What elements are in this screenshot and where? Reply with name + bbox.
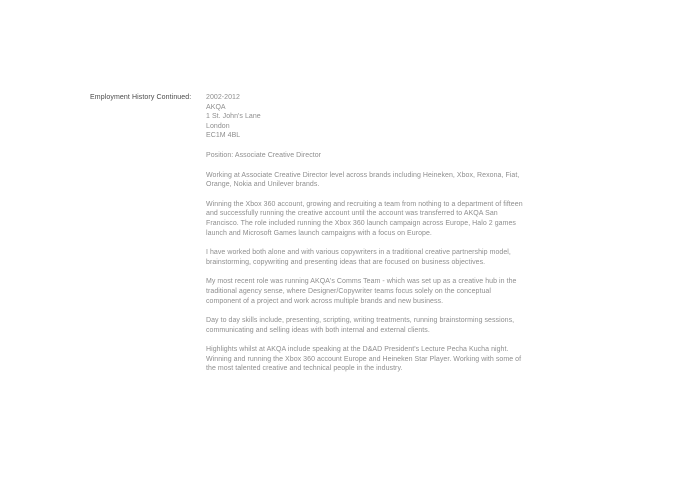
- employer-city: London: [206, 122, 230, 130]
- paragraph-partnership: I have worked both alone and with various copywriters in a traditional creative partnership model, brainstorming, copywriting and presenting ideas that are focused on business objectives.: [206, 249, 511, 266]
- paragraph-role-summary: Working at Associate Creative Director level across brands including Heineken, Xbox, Rexona, Fiat, Orange, Nokia and Unilever brands.: [206, 171, 520, 189]
- section-heading-employment-history: Employment History Continued:: [90, 94, 192, 101]
- employer-postcode: EC1M 4BL: [206, 132, 241, 140]
- paragraph-highlights: Highlights whilst at AKQA include speaking at the D&AD President's Lecture Pecha Kucha night. Winning and running the Xbox 360 account Europe and Heineken Star Player. Working with some of the most talented creative and technical people in the industry.: [206, 346, 522, 373]
- employer-name: AKQA: [206, 103, 226, 111]
- paragraph-comms-team: My most recent role was running AKQA's Comms Team - which was set up as a creative hub in the traditional agency sense, where Designer/Copywriter teams focus solely on the conceptual component of a project and work across multiple brands and new business.: [206, 278, 517, 305]
- job-position: Position: Associate Creative Director: [206, 151, 322, 159]
- paragraph-skills: Day to day skills include, presenting, scripting, writing treatments, running brainstorming sessions, communicating and selling ideas with both internal and external clients.: [206, 317, 515, 334]
- employment-dates: 2002-2012: [206, 94, 240, 101]
- employer-address-block: [206, 93, 526, 141]
- paragraph-xbox-account: Winning the Xbox 360 account, growing and recruiting a team from nothing to a department of fifteen and successfully running the creative account until the account was transferred to AKQA San Francisco. The role included running the Xbox 360 launch campaign across Europe, Halo 2 games launch and Microsoft Games launch campaigns with a focus on Europe.: [206, 200, 523, 237]
- employment-entry: [206, 93, 526, 384]
- employer-street: 1 St. John's Lane: [206, 113, 261, 121]
